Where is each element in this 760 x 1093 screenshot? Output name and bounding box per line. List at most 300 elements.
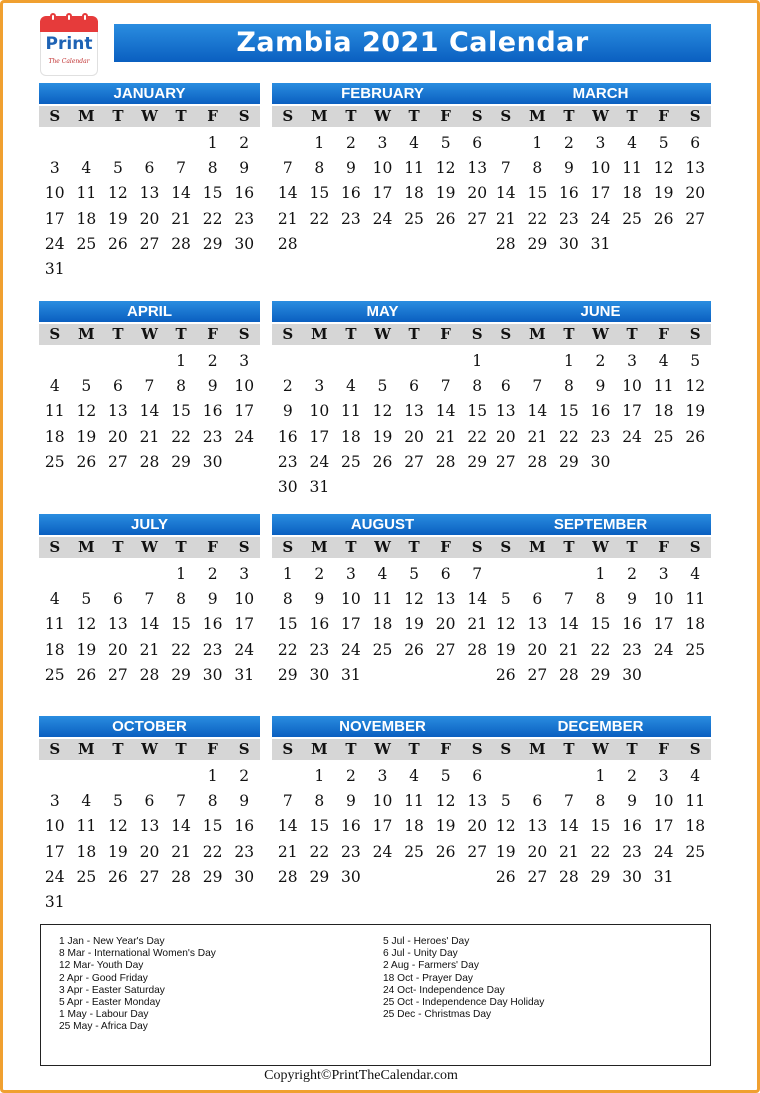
day-cell: 17 (44, 209, 65, 228)
day-cell: 26 (653, 209, 674, 228)
day-cell: 31 (44, 259, 65, 278)
empty-day-cell (490, 764, 522, 789)
day-cell: 26 (435, 209, 456, 228)
day-grid (272, 131, 493, 257)
day-grid (272, 349, 493, 500)
day-grid (39, 131, 260, 282)
day-cell: 1 (595, 565, 606, 583)
day-cell: 1 (207, 767, 218, 785)
day-cell: 28 (139, 665, 160, 684)
weekday-label: T (175, 107, 187, 125)
day-cell: 30 (622, 665, 642, 684)
day-cell: 6 (440, 565, 451, 583)
day-cell: 2 (239, 134, 250, 152)
logo-subtext: The Calendar (48, 58, 90, 65)
day-cell: 26 (108, 234, 128, 253)
day-cell: 28 (559, 665, 579, 684)
month-december (490, 716, 711, 890)
day-cell: 13 (467, 159, 488, 178)
weekday-label: F (207, 107, 218, 125)
weekday-label: T (563, 325, 575, 343)
day-cell: 14 (171, 817, 191, 836)
day-cell: 20 (527, 842, 548, 861)
day-cell: 4 (345, 377, 356, 396)
day-cell: 13 (527, 615, 548, 634)
day-cell: 15 (309, 817, 330, 836)
empty-day-cell (490, 349, 522, 374)
day-cell: 8 (595, 792, 606, 811)
day-cell: 4 (49, 590, 60, 609)
day-cell: 15 (559, 402, 579, 421)
day-cell: 8 (314, 159, 325, 178)
month-name: AUGUST (272, 514, 493, 535)
day-cell: 28 (171, 867, 191, 886)
day-cell: 5 (500, 792, 511, 811)
day-cell: 24 (653, 640, 674, 659)
day-cell: 11 (622, 159, 642, 178)
weekday-label: S (689, 538, 701, 556)
day-cell: 26 (108, 867, 128, 886)
weekday-label: S (49, 325, 61, 343)
empty-day-cell (304, 349, 336, 374)
day-cell: 27 (467, 842, 488, 861)
day-cell: 15 (171, 402, 191, 421)
day-cell: 13 (435, 590, 456, 609)
weekday-label: T (563, 538, 575, 556)
day-cell: 7 (472, 565, 483, 583)
weekday-header-row (272, 739, 493, 760)
day-cell: 2 (627, 767, 637, 785)
weekday-label: S (282, 107, 294, 125)
day-cell: 9 (345, 792, 356, 811)
weekday-label: T (345, 538, 357, 556)
day-cell: 11 (404, 792, 424, 811)
holiday-item: 25 May - Africa Day (59, 1021, 148, 1033)
day-cell: 30 (202, 665, 223, 684)
day-cell: 7 (176, 792, 186, 811)
day-cell: 5 (81, 377, 92, 396)
day-cell: 24 (653, 842, 674, 861)
day-cell: 11 (341, 402, 361, 421)
day-cell: 4 (49, 377, 60, 396)
day-cell: 10 (372, 159, 393, 178)
month-name: JULY (39, 514, 260, 535)
day-cell: 28 (277, 234, 298, 253)
empty-day-cell (522, 764, 554, 789)
day-cell: 4 (627, 134, 637, 152)
day-cell: 25 (44, 665, 65, 684)
day-cell: 25 (685, 842, 706, 861)
weekday-label: T (175, 325, 187, 343)
day-cell: 14 (435, 402, 456, 421)
day-cell: 28 (467, 640, 488, 659)
holiday-item: 12 Mar- Youth Day (59, 960, 144, 972)
day-cell: 21 (139, 427, 160, 446)
day-cell: 5 (112, 792, 123, 811)
day-cell: 4 (409, 767, 419, 785)
day-cell: 30 (234, 867, 255, 886)
empty-day-cell (39, 131, 71, 156)
day-cell: 27 (495, 452, 516, 471)
day-cell: 14 (139, 615, 160, 634)
day-cell: 25 (653, 427, 674, 446)
weekday-label: W (374, 740, 391, 758)
day-cell: 12 (372, 402, 393, 421)
day-cell: 19 (108, 842, 128, 861)
day-cell: 12 (685, 377, 706, 396)
day-cell: 12 (76, 615, 97, 634)
day-cell: 9 (282, 402, 293, 421)
day-cell: 7 (563, 792, 574, 811)
day-cell: 13 (108, 402, 128, 421)
day-cell: 1 (282, 565, 293, 583)
day-cell: 3 (627, 352, 637, 370)
empty-day-cell (272, 349, 304, 374)
weekday-label: S (689, 740, 701, 758)
weekday-label: W (141, 325, 158, 343)
day-cell: 8 (176, 377, 186, 396)
day-cell: 17 (234, 615, 255, 634)
day-cell: 3 (239, 352, 250, 370)
empty-day-cell (553, 764, 585, 789)
weekday-label: T (626, 740, 638, 758)
day-cell: 4 (690, 565, 701, 583)
day-cell: 7 (282, 792, 293, 811)
day-cell: 5 (377, 377, 388, 396)
weekday-label: T (563, 107, 575, 125)
weekday-label: W (141, 538, 158, 556)
day-cell: 24 (372, 209, 393, 228)
day-cell: 27 (527, 665, 548, 684)
weekday-label: T (408, 107, 420, 125)
day-cell: 17 (234, 402, 255, 421)
day-cell: 16 (277, 427, 298, 446)
day-cell: 26 (372, 452, 393, 471)
day-cell: 17 (653, 817, 674, 836)
day-cell: 30 (341, 867, 361, 886)
day-cell: 24 (234, 640, 255, 659)
weekday-label: S (49, 107, 61, 125)
month-june (490, 301, 711, 475)
day-cell: 22 (527, 209, 548, 228)
weekday-label: S (238, 740, 250, 758)
holiday-item: 1 Jan - New Year's Day (59, 936, 165, 947)
day-cell: 20 (685, 184, 706, 203)
weekday-label: S (500, 107, 512, 125)
day-cell: 18 (622, 184, 642, 203)
day-cell: 2 (345, 134, 356, 152)
day-cell: 21 (559, 842, 579, 861)
day-cell: 13 (139, 184, 160, 203)
holidays-list-right (383, 936, 544, 1021)
weekday-label: S (500, 538, 512, 556)
day-cell: 1 (472, 352, 483, 370)
print-the-calendar-logo[interactable] (40, 16, 98, 76)
day-cell: 8 (563, 377, 574, 396)
month-march (490, 83, 711, 257)
day-cell: 1 (314, 767, 325, 785)
day-cell: 20 (139, 842, 160, 861)
day-cell: 27 (527, 867, 548, 886)
day-cell: 12 (108, 184, 128, 203)
day-cell: 25 (341, 452, 361, 471)
day-cell: 6 (472, 767, 483, 785)
day-cell: 30 (277, 477, 298, 496)
weekday-label: T (408, 740, 420, 758)
weekday-header-row (490, 324, 711, 345)
weekday-header-row (490, 739, 711, 760)
empty-day-cell (522, 349, 554, 374)
day-cell: 23 (622, 640, 642, 659)
weekday-label: F (440, 107, 451, 125)
empty-day-cell (490, 562, 522, 587)
empty-day-cell (71, 349, 103, 374)
day-cell: 2 (563, 134, 574, 152)
day-cell: 26 (76, 452, 97, 471)
calendar-ring-icon (82, 13, 88, 22)
day-grid (39, 562, 260, 688)
weekday-label: S (471, 107, 483, 125)
day-cell: 24 (372, 842, 393, 861)
logo-text: Print (45, 34, 93, 54)
day-cell: 18 (653, 402, 674, 421)
day-cell: 8 (282, 590, 293, 609)
weekday-header-row (39, 537, 260, 558)
empty-day-cell (398, 349, 430, 374)
empty-day-cell (71, 562, 103, 587)
day-cell: 6 (532, 590, 543, 609)
day-cell: 3 (345, 565, 356, 583)
day-grid (490, 349, 711, 475)
weekday-label: W (592, 325, 609, 343)
empty-day-cell (71, 131, 103, 156)
month-name: SEPTEMBER (490, 514, 711, 535)
day-cell: 15 (590, 817, 611, 836)
holiday-item: 5 Jul - Heroes' Day (383, 936, 470, 947)
day-cell: 25 (76, 234, 97, 253)
day-cell: 25 (685, 640, 706, 659)
day-cell: 5 (440, 767, 451, 785)
day-cell: 7 (144, 377, 155, 396)
weekday-label: T (563, 740, 575, 758)
month-february (272, 83, 493, 257)
day-cell: 6 (690, 134, 701, 152)
day-cell: 17 (622, 402, 642, 421)
day-cell: 19 (76, 640, 97, 659)
empty-day-cell (102, 764, 134, 789)
holiday-item: 2 Apr - Good Friday (59, 972, 148, 984)
day-cell: 18 (341, 427, 361, 446)
day-cell: 6 (409, 377, 419, 396)
day-cell: 22 (171, 640, 191, 659)
weekday-header-row (39, 324, 260, 345)
day-cell: 20 (108, 427, 128, 446)
day-cell: 20 (404, 427, 424, 446)
day-cell: 25 (44, 452, 65, 471)
day-cell: 10 (44, 184, 65, 203)
day-cell: 12 (653, 159, 674, 178)
holiday-item: 18 Oct - Prayer Day (383, 972, 474, 984)
day-cell: 17 (372, 184, 393, 203)
weekday-label: M (78, 325, 95, 343)
day-cell: 4 (81, 792, 92, 811)
weekday-label: T (112, 740, 124, 758)
day-cell: 3 (314, 377, 325, 396)
day-cell: 8 (532, 159, 543, 178)
day-cell: 1 (314, 134, 325, 152)
day-cell: 28 (139, 452, 160, 471)
empty-day-cell (367, 349, 399, 374)
day-cell: 16 (559, 184, 579, 203)
day-cell: 12 (76, 402, 97, 421)
day-cell: 29 (202, 234, 223, 253)
day-grid (490, 562, 711, 688)
copyright-footer: Copyright©PrintTheCalendar.com (264, 1068, 458, 1083)
day-cell: 16 (234, 817, 255, 836)
day-cell: 29 (467, 452, 488, 471)
day-cell: 30 (590, 452, 611, 471)
month-name: JANUARY (39, 83, 260, 104)
day-cell: 7 (500, 159, 511, 178)
day-cell: 14 (559, 615, 579, 634)
day-cell: 15 (171, 615, 191, 634)
day-cell: 18 (372, 615, 393, 634)
day-cell: 7 (532, 377, 543, 396)
weekday-header-row (272, 106, 493, 127)
day-cell: 18 (404, 184, 424, 203)
day-cell: 2 (345, 767, 356, 785)
day-cell: 19 (653, 184, 674, 203)
day-cell: 10 (234, 377, 255, 396)
day-grid (39, 764, 260, 915)
day-cell: 22 (277, 640, 298, 659)
day-cell: 20 (435, 615, 456, 634)
day-cell: 17 (372, 817, 393, 836)
day-cell: 6 (532, 792, 543, 811)
day-cell: 20 (467, 184, 488, 203)
day-cell: 18 (76, 209, 97, 228)
day-cell: 13 (685, 159, 706, 178)
day-cell: 11 (404, 159, 424, 178)
day-cell: 19 (685, 402, 706, 421)
month-name: FEBRUARY (272, 83, 493, 104)
day-cell: 27 (139, 234, 160, 253)
weekday-label: W (374, 325, 391, 343)
day-cell: 21 (467, 615, 488, 634)
day-cell: 9 (595, 377, 606, 396)
day-cell: 9 (345, 159, 356, 178)
weekday-label: M (529, 325, 546, 343)
empty-day-cell (102, 349, 134, 374)
weekday-label: F (658, 538, 669, 556)
day-cell: 28 (435, 452, 456, 471)
day-cell: 10 (653, 590, 674, 609)
day-cell: 26 (76, 665, 97, 684)
day-cell: 22 (202, 842, 223, 861)
weekday-label: W (592, 538, 609, 556)
day-cell: 1 (595, 767, 606, 785)
day-cell: 23 (202, 640, 223, 659)
day-cell: 11 (372, 590, 393, 609)
day-cell: 9 (207, 377, 218, 396)
day-cell: 4 (81, 159, 92, 178)
day-cell: 24 (309, 452, 330, 471)
day-cell: 6 (144, 792, 155, 811)
day-cell: 16 (622, 615, 642, 634)
day-cell: 2 (207, 565, 218, 583)
weekday-label: T (408, 325, 420, 343)
day-cell: 8 (472, 377, 483, 396)
day-cell: 21 (171, 842, 191, 861)
weekday-label: M (311, 325, 328, 343)
day-cell: 22 (309, 842, 330, 861)
day-cell: 6 (112, 590, 123, 609)
weekday-header-row (490, 537, 711, 558)
day-cell: 24 (44, 234, 65, 253)
holiday-item: 25 Oct - Independence Day Holiday (383, 997, 545, 1009)
day-cell: 3 (239, 565, 250, 583)
day-cell: 14 (277, 184, 298, 203)
day-cell: 29 (202, 867, 223, 886)
day-cell: 24 (622, 427, 642, 446)
day-cell: 31 (590, 234, 611, 253)
empty-day-cell (272, 764, 304, 789)
day-cell: 27 (404, 452, 424, 471)
empty-day-cell (102, 131, 134, 156)
holiday-item: 1 May - Labour Day (59, 1009, 149, 1021)
empty-day-cell (165, 131, 197, 156)
calendar-ring-icon (66, 13, 72, 22)
day-cell: 4 (409, 134, 419, 152)
day-cell: 10 (44, 817, 65, 836)
day-grid (39, 349, 260, 475)
day-cell: 2 (282, 377, 293, 396)
day-cell: 10 (234, 590, 255, 609)
day-cell: 13 (495, 402, 516, 421)
day-cell: 16 (202, 615, 223, 634)
weekday-label: S (471, 740, 483, 758)
empty-day-cell (39, 562, 71, 587)
month-name: JUNE (490, 301, 711, 322)
day-cell: 27 (139, 867, 160, 886)
day-cell: 21 (171, 209, 191, 228)
day-cell: 27 (435, 640, 456, 659)
day-cell: 15 (309, 184, 330, 203)
day-cell: 6 (144, 159, 155, 178)
day-cell: 7 (440, 377, 451, 396)
day-cell: 23 (309, 640, 330, 659)
weekday-label: T (345, 740, 357, 758)
day-cell: 19 (76, 427, 97, 446)
day-cell: 10 (590, 159, 611, 178)
day-cell: 3 (658, 767, 669, 785)
day-cell: 9 (627, 590, 637, 609)
weekday-label: W (374, 538, 391, 556)
day-cell: 30 (202, 452, 223, 471)
weekday-label: W (592, 740, 609, 758)
day-cell: 15 (590, 615, 611, 634)
empty-day-cell (134, 764, 166, 789)
day-cell: 10 (341, 590, 361, 609)
day-cell: 22 (590, 842, 611, 861)
day-cell: 31 (341, 665, 361, 684)
day-cell: 10 (653, 792, 674, 811)
weekday-label: W (141, 107, 158, 125)
day-cell: 23 (590, 427, 611, 446)
day-cell: 8 (207, 159, 218, 178)
day-cell: 10 (622, 377, 642, 396)
holiday-item: 5 Apr - Easter Monday (59, 997, 161, 1009)
